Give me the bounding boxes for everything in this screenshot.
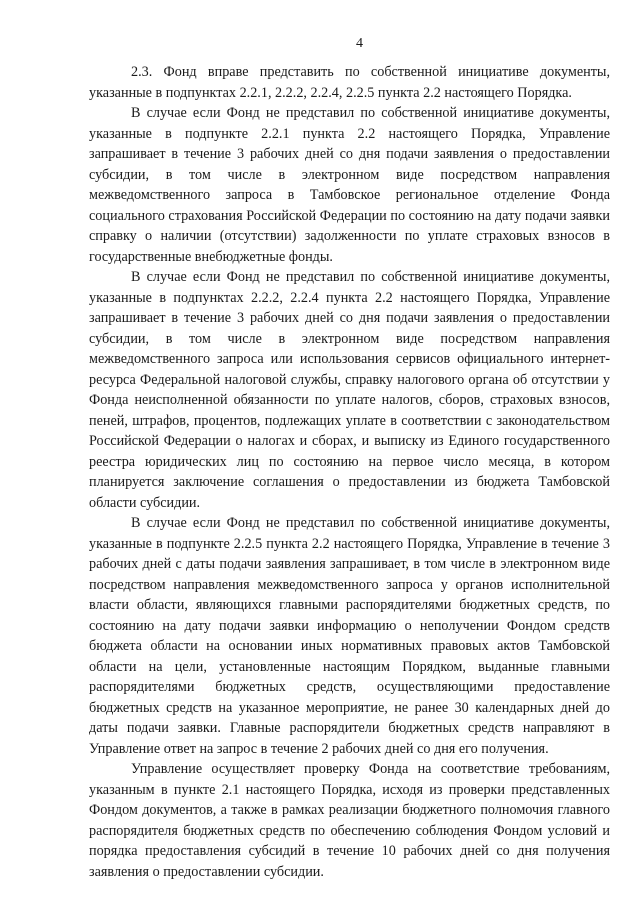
paragraph-2-3: 2.3. Фонд вправе представить по собственной инициативе документы, указанные в подпунктах 2.2.1, 2.2.2, 2.2.4, 2.2.5 пункта 2.2 настоящего Порядка. bbox=[89, 64, 610, 101]
paragraph-subsection-2-2-5: В случае если Фонд не представил по собственной инициативе документы, указанные в подпункте 2.2.5 пункта 2.2 настоящего Порядка, Управление в течение 3 рабочих дней с даты подачи заявления запрашивает, в том числе в электронном виде посредством направления межведомственного запроса у органов исполнительной власти области, являющихся главными распорядителями бюджетных средств, по состоянию на дату подачи заявки информацию о неполучении Фондом средств бюджета области на основании иных нормативных правовых актов Тамбовской области на цели, установленные настоящим Порядком, выданные главными распорядителями бюджетных средств, осуществляющими предоставление бюджетных средств на указанное мероприятие, не ранее 30 календарных дней до даты подачи заявки. Главные распорядители бюджетных средств направляют в Управление ответ на запрос в течение 2 рабочих дней со дня его получения. bbox=[89, 515, 610, 757]
page-number: 4 bbox=[356, 36, 363, 51]
paragraph-subsections-2-2-2-2-2-4: В случае если Фонд не представил по собственной инициативе документы, указанные в подпунктах 2.2.2, 2.2.4 пункта 2.2 настоящего Порядка, Управление запрашивает в течение 3 рабочих дней со дня подачи заявления о предоставлении субсидии, в том числе в электронном виде посредством направления межведомственного запроса или использования сервисов официального интернет-ресурса Федеральной налоговой службы, справку налогового органа об отсутствии у Фонда неисполненной обязанности по уплате налогов, сборов, страховых взносов, пеней, штрафов, процентов, подлежащих уплате в соответствии с законодательством Российской Федерации о налогах и сборах, и выписку из Единого государственного реестра юридических лиц по состоянию на первое число месяца, в котором планируется заключение соглашения о предоставлении из бюджета Тамбовской области субсидии. bbox=[89, 269, 610, 511]
paragraph-verification: Управление осуществляет проверку Фонда на соответствие требованиям, указанным в пункте 2.1 настоящего Порядка, исходя из проверки представленных Фондом документов, а также в рамках реализации бюджетного полномочия главного распорядителя бюджетных средств по обеспечению соблюдения Фондом условий и порядка предоставления субсидий в течение 10 рабочих дней со дня получения заявления о предоставлении субсидии. bbox=[89, 761, 610, 880]
paragraph-subsection-2-2-1: В случае если Фонд не представил по собственной инициативе документы, указанные в подпункте 2.2.1 пункта 2.2 настоящего Порядка, Управление запрашивает в течение 3 рабочих дней со дня подачи заявления о предоставлении субсидии, в том числе в электронном виде посредством направления межведомственного запроса в Тамбовское региональное отделение Фонда социального страхования Российской Федерации по состоянию на дату подачи заявки справку о наличии (отсутствии) задолженности по уплате страховых взносов в государственные внебюджетные фонды. bbox=[89, 105, 610, 265]
